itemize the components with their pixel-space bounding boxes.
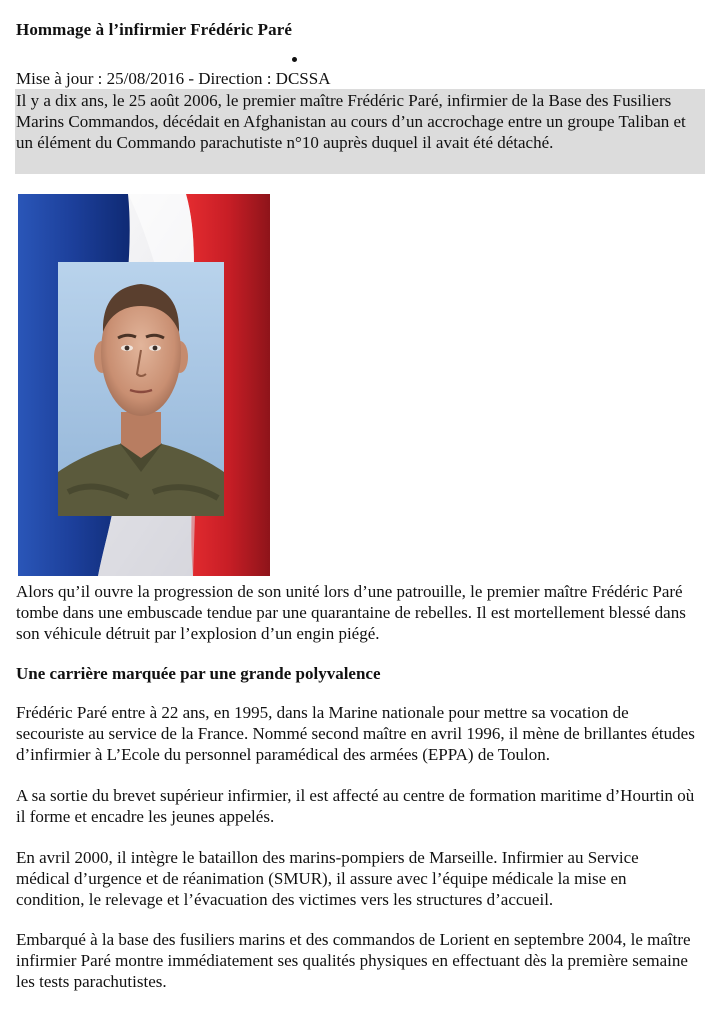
portrait-image <box>58 262 224 516</box>
intro-paragraph: Il y a dix ans, le 25 août 2006, le premier maître Frédéric Paré, infirmier de la Base des Fusiliers Marins Commandos, décédait en Afghanistan au cours d’un accrochage entre un groupe Taliban et un élément du Commando parachutiste n°10 auprès duquel il avait été détaché. <box>15 89 705 174</box>
paragraph-lorient: Embarqué à la base des fusiliers marins et des commandos de Lorient en septembre 2004, le maître infirmier Paré montre immédiatement ses qualités physiques en effectuant dès la première semaine les tests parachutistes. <box>16 930 691 991</box>
portrait-photo <box>58 262 224 516</box>
paragraph-hourtin: A sa sortie du brevet supérieur infirmier, il est affecté au centre de formation maritime d’Hourtin où il forme et encadre les jeunes appelés. <box>16 786 695 826</box>
bullet-dot <box>292 57 297 62</box>
page-title: Hommage à l’infirmier Frédéric Paré <box>16 20 293 39</box>
paragraph-career-start: Frédéric Paré entre à 22 ans, en 1995, dans la Marine nationale pour mettre sa vocation de secouriste au service de la France. Nommé second maître en avril 1996, il mène de brillantes études d’infirmier à L’Ecole du personnel paramédical des armées (EPPA) de Toulon. <box>16 703 695 764</box>
tribute-photo <box>18 194 270 576</box>
update-meta: Mise à jour : 25/08/2016 - Direction : DCSSA <box>16 69 331 88</box>
paragraph-marseille: En avril 2000, il intègre le bataillon des marins-pompiers de Marseille. Infirmier au Service médical d’urgence et de réanimation (SMUR), il assure avec l’équipe médicale la mise en condition, le relevage et l’évacuation des victimes vers les structures d’accueil. <box>16 848 639 909</box>
paragraph-ambush: Alors qu’il ouvre la progression de son unité lors d’une patrouille, le premier maître Frédéric Paré tombe dans une embuscade tendue par une quarantaine de rebelles. Il est mortellement blessé dans son véhicule détruit par l’explosion d’un engin piégé. <box>16 582 686 643</box>
section-heading: Une carrière marquée par une grande polyvalence <box>16 664 381 683</box>
